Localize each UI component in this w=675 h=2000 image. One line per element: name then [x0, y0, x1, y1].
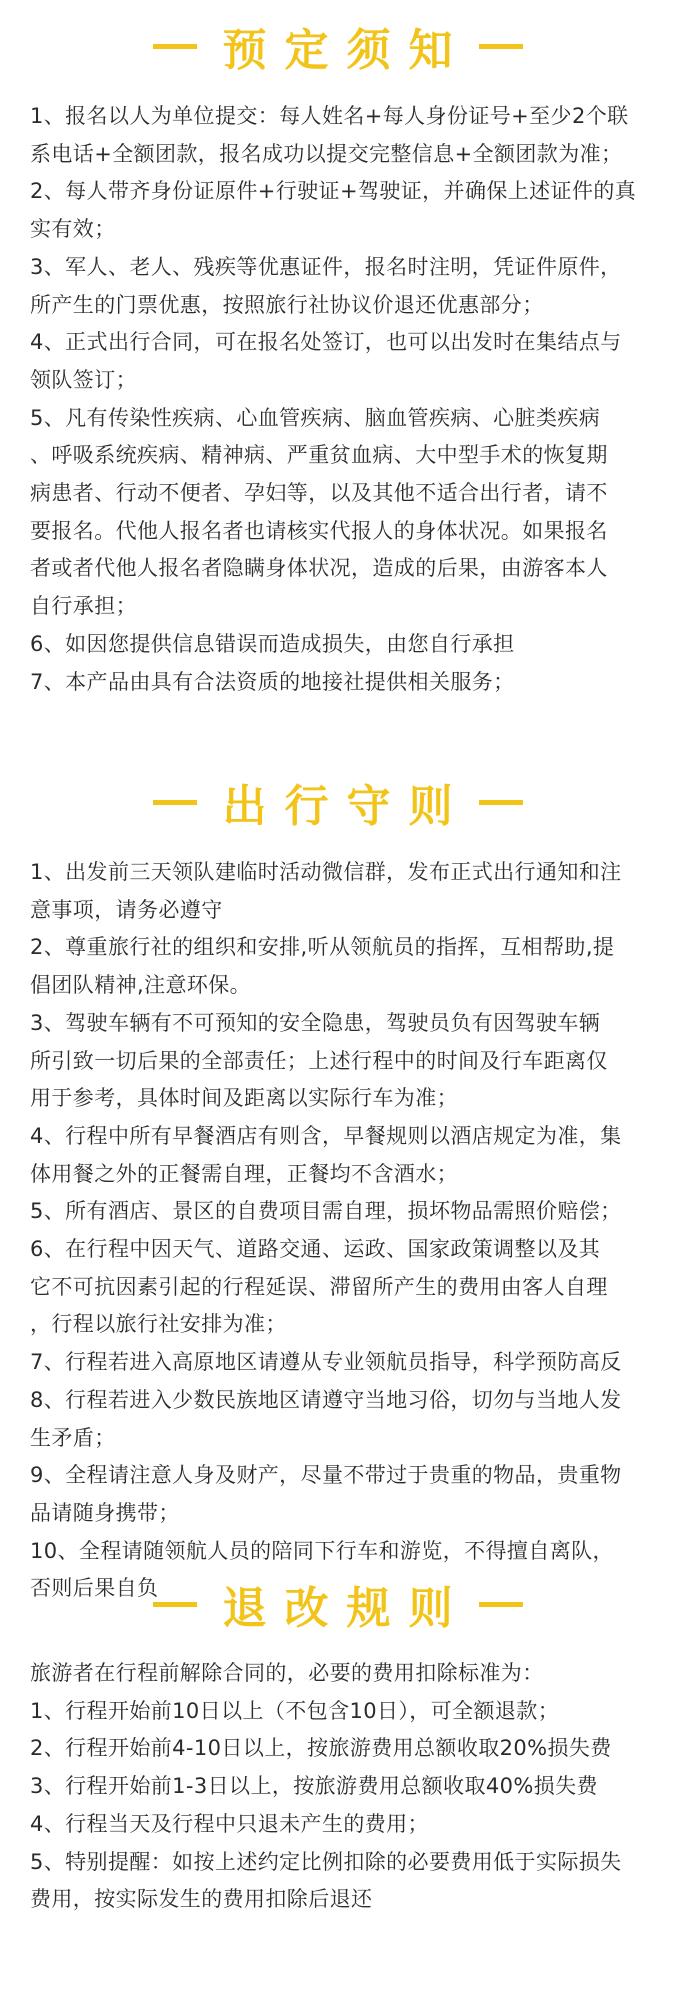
text-line: 系电话+全额团款，报名成功以提交完整信息+全额团款为准； [30, 141, 623, 166]
text-line: 费用，按实际发生的费用扣除后退还 [30, 1887, 373, 1912]
text-line: 4、正式出行合同，可在报名处签订，也可以出发时在集结点与 [30, 330, 622, 355]
text-line: 6、在行程中因天气、道路交通、运政、国家政策调整以及其 [30, 1237, 601, 1262]
text-line: 品请随身携带； [30, 1500, 180, 1525]
text-line: 自行承担； [30, 594, 137, 619]
text-line: 旅游者在行程前解除合同的，必要的费用扣除标准为： [30, 1661, 544, 1685]
text-line: 4、行程中所有早餐酒店有则含，早餐规则以酒店规定为准，集 [30, 1123, 622, 1148]
booking-notice-text [30, 98, 650, 701]
text-line: 倡团队精神,注意环保。 [30, 973, 252, 998]
text-line: 生矛盾； [30, 1425, 116, 1450]
title-dash-left [153, 800, 197, 805]
text-line: 1、行程开始前10日以上（不包含10日），可全额退款； [30, 1698, 560, 1723]
text-line: 否则后果自负 [30, 1576, 159, 1601]
section-title-refund-rules [0, 1574, 675, 1634]
text-line: 要报名。代他人报名者也请核实代报人的身体状况。如果报名 [30, 518, 608, 543]
text-line: 2、尊重旅行社的组织和安排,听从领航员的指挥，互相帮助,提 [30, 935, 615, 960]
travel-rules-text [30, 854, 650, 1608]
section-title-booking [0, 16, 675, 76]
text-line: 1、出发前三天领队建临时活动微信群，发布正式出行通知和注 [30, 860, 622, 884]
text-line: 2、每人带齐身份证原件+行驶证+驾驶证，并确保上述证件的真 [30, 179, 637, 204]
text-line: 病患者、行动不便者、孕妇等，以及其他不适合出行者，请不 [30, 481, 608, 506]
text-line: 领队签订； [30, 367, 137, 392]
text-line: 8、行程若进入少数民族地区请遵守当地习俗，切勿与当地人发 [30, 1387, 622, 1412]
title-dash-right [479, 800, 523, 805]
title-dash-right [479, 1602, 523, 1607]
section-title-travel-rules [0, 772, 675, 832]
text-line: 、呼吸系统疾病、精神病、严重贫血病、大中型手术的恢复期 [30, 443, 608, 468]
title-dash-left [153, 44, 197, 49]
text-line: ，行程以旅行社安排为准； [30, 1312, 287, 1337]
text-line: 所引致一切后果的全部责任；上述行程中的时间及行车距离仅 [30, 1048, 608, 1073]
text-line: 3、军人、老人、残疾等优惠证件，报名时注明，凭证件原件， [30, 254, 622, 279]
text-line: 所产生的门票优惠，按照旅行社协议价退还优惠部分； [30, 292, 544, 317]
text-line: 1、报名以人为单位提交：每人姓名+每人身份证号+至少2个联 [30, 104, 629, 128]
text-line: 9、全程请注意人身及财产，尽量不带过于贵重的物品，贵重物 [30, 1463, 622, 1488]
text-line: 用于参考，具体时间及距离以实际行车为准； [30, 1086, 458, 1111]
text-line: 它不可抗因素引起的行程延误、滞留所产生的费用由客人自理 [30, 1274, 608, 1299]
text-line: 3、行程开始前1-3日以上，按旅游费用总额收取40%损失费 [30, 1774, 598, 1799]
text-line: 体用餐之外的正餐需自理，正餐均不含酒水； [30, 1161, 458, 1186]
title-dash-left [153, 1602, 197, 1607]
section-title-text: 出行守则 [222, 781, 471, 832]
text-line: 5、所有酒店、景区的自费项目需自理，损坏物品需照价赔偿； [30, 1199, 622, 1224]
text-line: 7、行程若进入高原地区请遵从专业领航员指导，科学预防高反 [30, 1350, 622, 1375]
text-line: 5、特别提醒：如按上述约定比例扣除的必要费用低于实际损失 [30, 1849, 622, 1874]
text-line: 5、凡有传染性疾病、心血管疾病、脑血管疾病、心脏类疾病 [30, 405, 601, 430]
text-line: 10、全程请随领航人员的陪同下行车和游览，不得擅自离队， [30, 1538, 614, 1563]
text-line: 实有效； [30, 217, 116, 242]
section-title-text: 预定须知 [222, 25, 471, 76]
text-line: 4、行程当天及行程中只退未产生的费用； [30, 1811, 429, 1836]
text-line: 者或者代他人报名者隐瞒身体状况，造成的后果，由游客本人 [30, 556, 608, 581]
text-line: 6、如因您提供信息错误而造成损失，由您自行承担 [30, 631, 515, 656]
text-line: 2、行程开始前4-10日以上，按旅游费用总额收取20%损失费 [30, 1736, 612, 1761]
title-dash-right [479, 44, 523, 49]
text-line: 意事项，请务必遵守 [30, 897, 223, 922]
refund-rules-text [30, 1655, 650, 1919]
section-title-text: 退改规则 [222, 1583, 471, 1634]
text-line: 3、驾驶车辆有不可预知的安全隐患，驾驶员负有因驾驶车辆 [30, 1010, 601, 1035]
text-line: 7、本产品由具有合法资质的地接社提供相关服务； [30, 669, 515, 694]
